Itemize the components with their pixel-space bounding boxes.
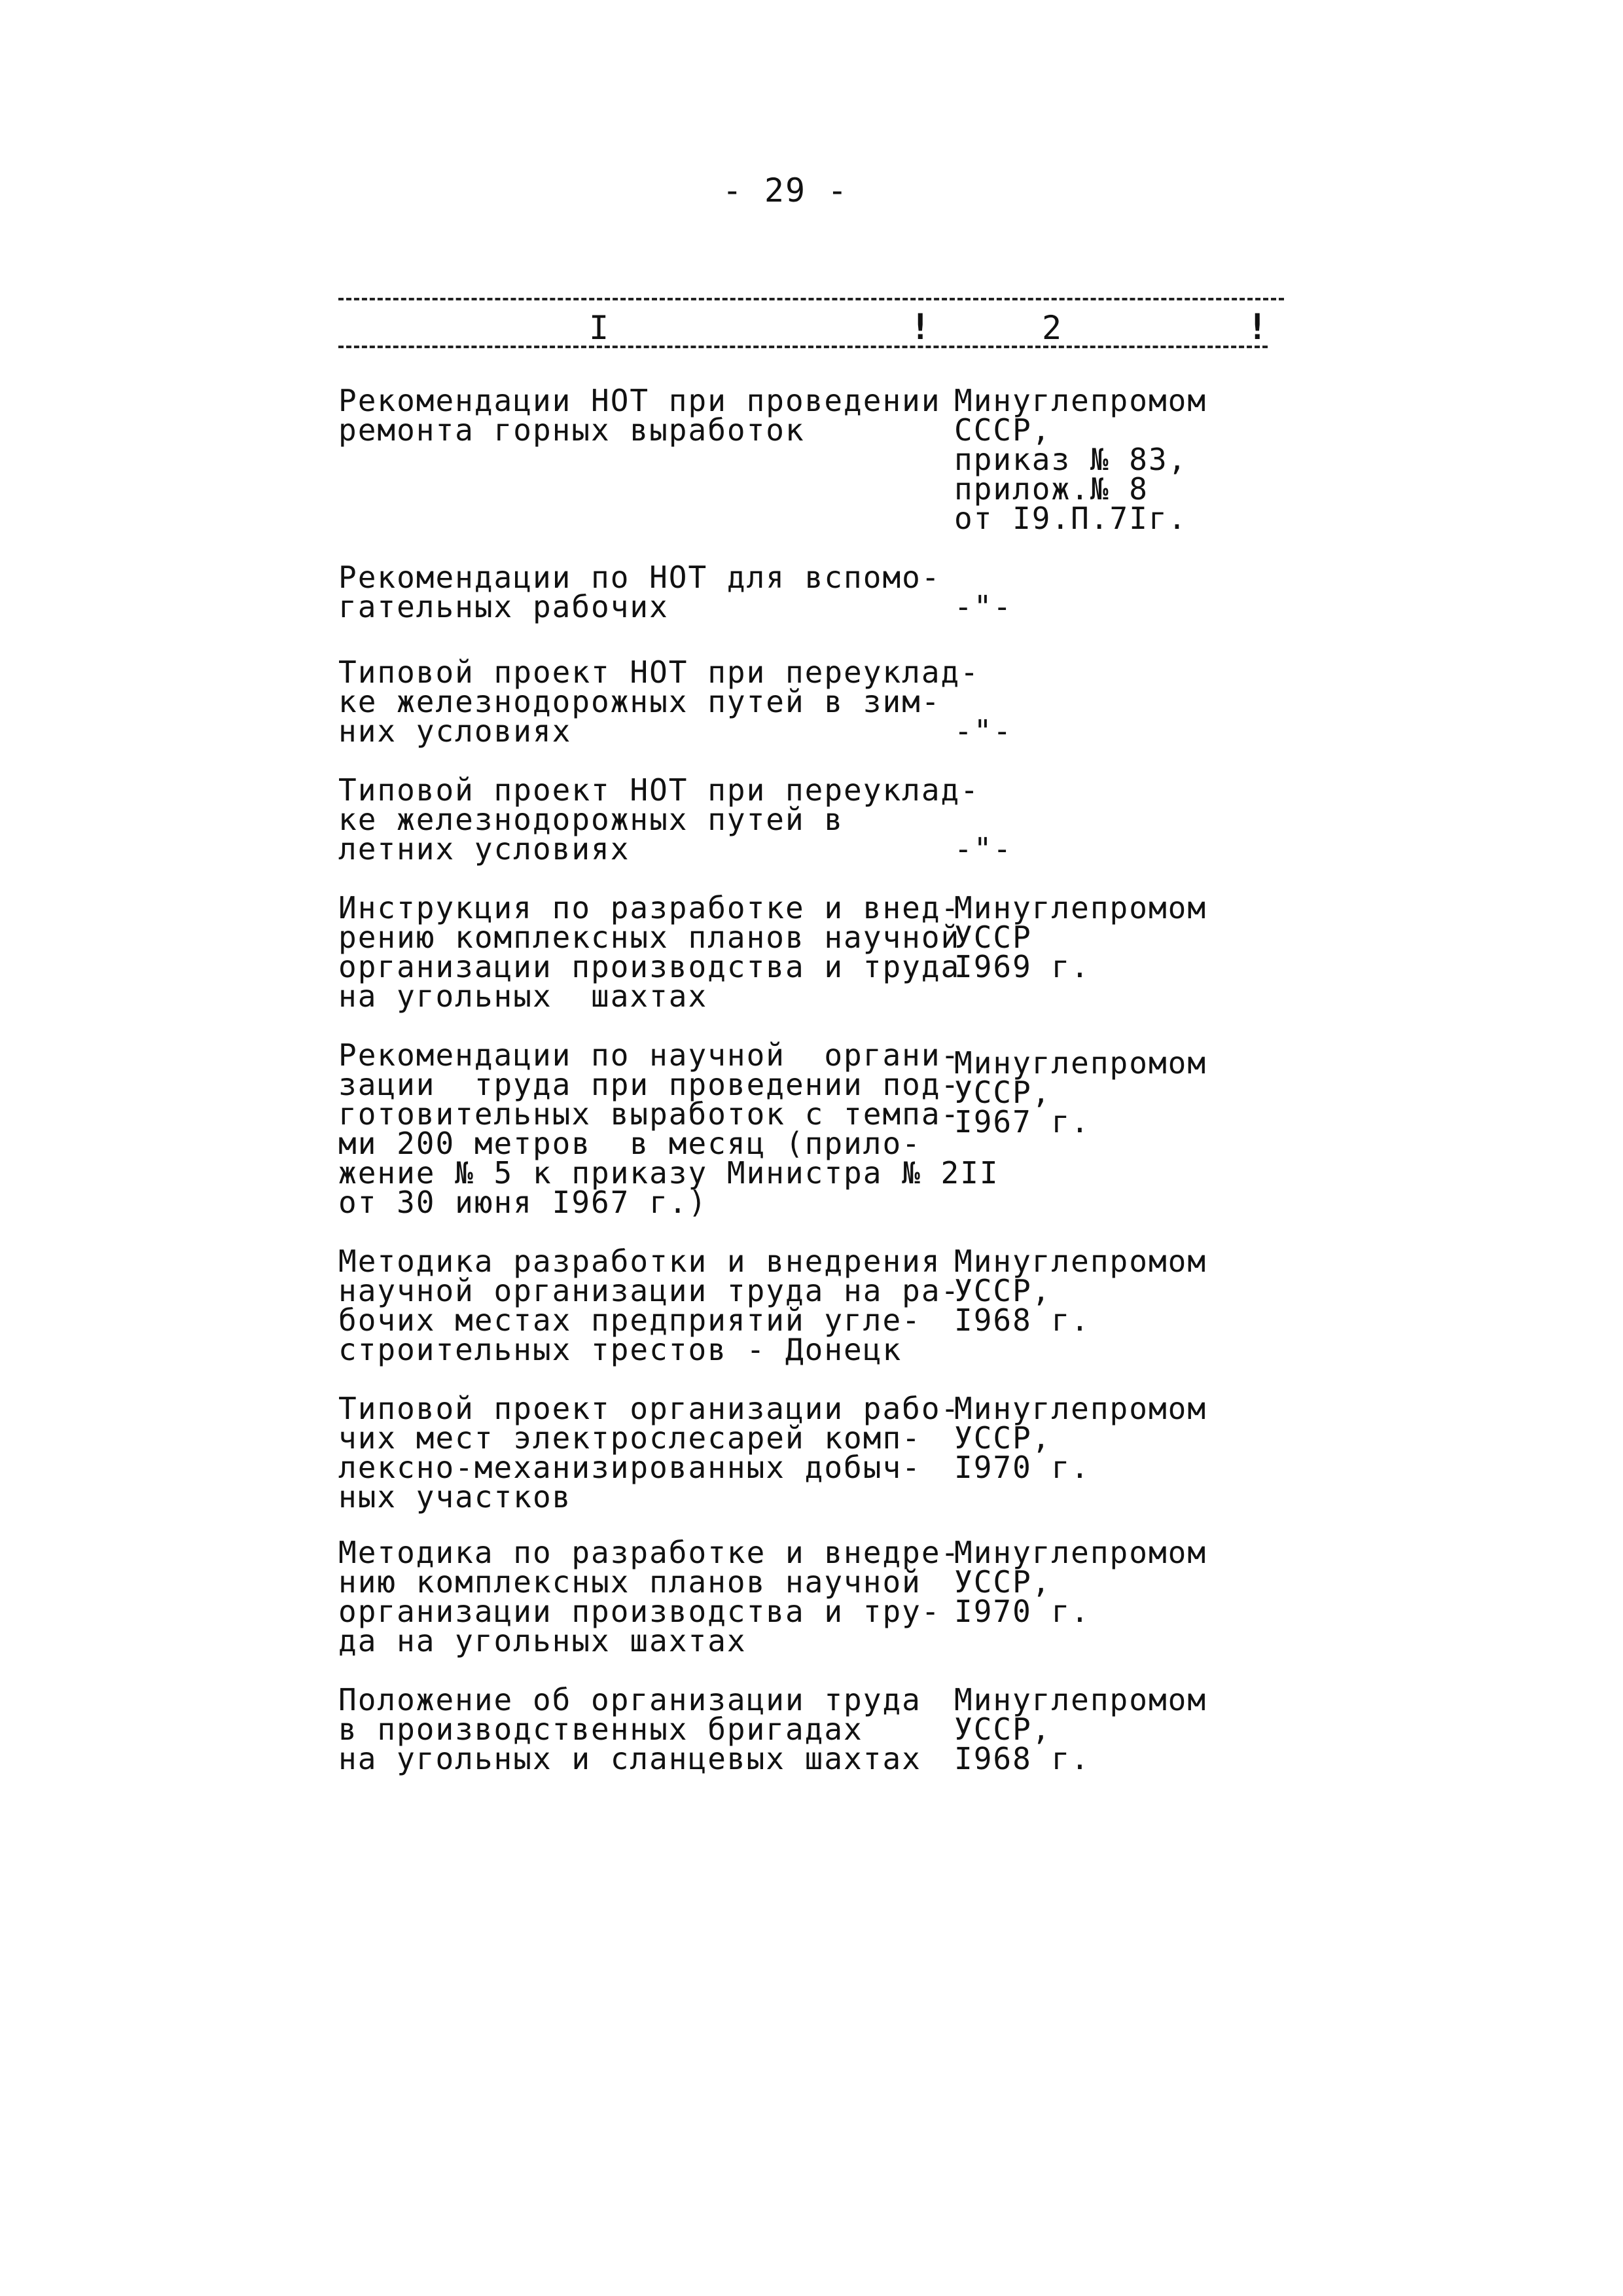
header-col1-label: I bbox=[589, 309, 609, 347]
header-top-rule bbox=[338, 298, 1284, 300]
entry-source: Минуглепромом УССР, I968 г. bbox=[954, 1682, 1207, 1776]
entry-title: Методика разработки и внедрения научной организации труда на ра- бочих местах предприятий угле- строительных трестов - Донецк bbox=[338, 1244, 961, 1367]
entry-source: Минуглепромом УССР, I967 г. bbox=[954, 1045, 1207, 1139]
entry-title: Рекомендации по НОТ для вспомо- гательных рабочих bbox=[338, 560, 941, 624]
entry-source: Минуглепромом УССР, I968 г. bbox=[954, 1244, 1207, 1338]
entry-title: Типовой проект НОТ при переуклад- ке железнодорожных путей в летних условиях bbox=[338, 772, 980, 867]
header-bottom-rule bbox=[338, 346, 1268, 348]
entry-source: -"- bbox=[954, 831, 1013, 867]
entry-title: Рекомендации по научной органи- зации труда при проведении под- готовительных выработок с темпа- ми 200 метров в месяц (прило- жение № 5 к приказу Министра № 2II от 30 июня I967 г.) bbox=[338, 1037, 999, 1220]
header-right-separator: ! bbox=[1247, 306, 1268, 348]
entry-title: Положение об организации труда в производственных бригадах на угольных и сланцевых шахтах bbox=[338, 1682, 921, 1776]
entry-source: Минуглепромом УССР I969 г. bbox=[954, 890, 1207, 984]
header-col2-label: 2 bbox=[1042, 309, 1062, 347]
entry-title: Рекомендации НОТ при проведении ремонта горных выработок bbox=[338, 383, 941, 448]
header-col-separator: ! bbox=[910, 306, 931, 348]
entry-source: Минуглепромом СССР, приказ № 83, прилож.№ 8 от I9.П.7Iг. bbox=[954, 383, 1207, 536]
entry-title: Типовой проект НОТ при переуклад- ке железнодорожных путей в зим- них условиях bbox=[338, 655, 980, 749]
entry-source: Минуглепромом УССР, I970 г. bbox=[954, 1391, 1207, 1485]
page-number: - 29 - bbox=[722, 171, 849, 209]
entry-source: Минуглепромом УССР, I970 г. bbox=[954, 1535, 1207, 1629]
entry-source: -"- bbox=[954, 589, 1013, 624]
entry-title: Методика по разработке и внедре- нию комплексных планов научной организации производства и тру- да на угольных шахтах bbox=[338, 1535, 961, 1659]
entry-source: -"- bbox=[954, 713, 1013, 749]
entry-title: Типовой проект организации рабо- чих мест электрослесарей комп- лексно-механизированных добыч- ных участков bbox=[338, 1391, 961, 1515]
entry-title: Инструкция по разработке и внед- рению комплексных планов научной организации производства и труда на угольных шахтах bbox=[338, 890, 961, 1014]
